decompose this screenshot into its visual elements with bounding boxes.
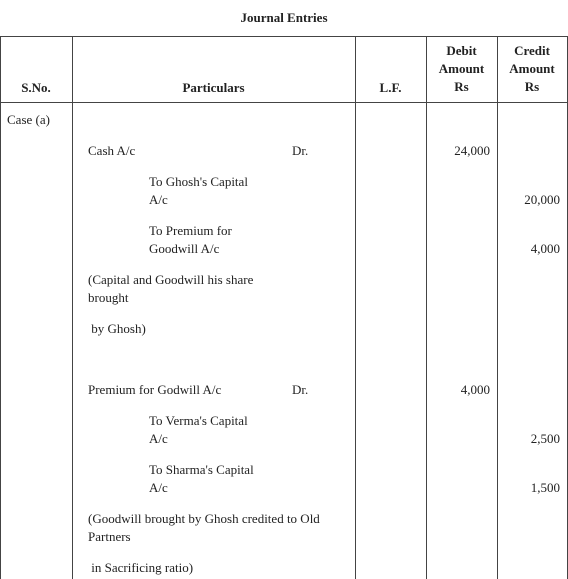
header-credit-line: Rs [524, 79, 540, 94]
entry2-credit1-amount: 2,500 [530, 431, 560, 446]
entry1-dr-label: Dr. [292, 143, 309, 158]
header-credit-line: Amount [509, 61, 555, 76]
entry2-credit2-line: To Sharma's Capital [149, 462, 254, 477]
header-debit-line: Amount [438, 61, 485, 76]
header-credit-line: Credit [514, 43, 550, 58]
header-sno: S.No. [21, 80, 51, 95]
header-credit-amount [497, 42, 567, 96]
entry1-credit1-line: A/c [149, 192, 168, 207]
entry1-debit-amount: 24,000 [454, 143, 490, 158]
entry1-narration-tail: by Ghosh) [88, 321, 146, 336]
header-debit-line: Rs [454, 79, 469, 94]
entry2-dr-label: Dr. [292, 382, 309, 397]
entry1-debit-account: Cash A/c [88, 143, 136, 158]
case-label: Case (a) [7, 112, 50, 127]
entry2-narration-tail: in Sacrificing ratio) [88, 560, 194, 575]
entry1-narration-line: (Capital and Goodwill his share [88, 272, 254, 287]
page-title: Journal Entries [240, 10, 328, 25]
table-border-top [0, 36, 568, 37]
entry1-narration-line: brought [88, 290, 129, 305]
entry2-credit1-line: To Verma's Capital [149, 413, 248, 428]
entry1-credit1-line: To Ghosh's Capital [149, 174, 248, 189]
entry2-debit-account: Premium for Godwill A/c [88, 382, 222, 397]
entry1-credit2-line: Goodwill A/c [149, 241, 220, 256]
column-divider-sno [72, 36, 73, 579]
header-divider [0, 102, 568, 103]
column-divider-lf [426, 36, 427, 579]
entry2-narration-line: (Goodwill brought by Ghosh credited to Old [88, 511, 320, 526]
entry2-credit2-line: A/c [149, 480, 168, 495]
entry1-credit2-amount: 4,000 [530, 241, 560, 256]
entry1-credit2-line: To Premium for [149, 223, 232, 238]
entry2-credit2-amount: 1,500 [530, 480, 560, 495]
column-divider-debit [497, 36, 498, 579]
entry2-narration-line: Partners [88, 529, 131, 544]
entry2-debit-amount: 4,000 [460, 382, 490, 397]
entry2-credit1-line: A/c [149, 431, 168, 446]
header-particulars: Particulars [182, 80, 245, 95]
entry1-credit1-amount: 20,000 [524, 192, 560, 207]
header-debit-amount [426, 42, 497, 96]
column-divider-particulars [355, 36, 356, 579]
header-lf: L.F. [379, 80, 402, 95]
journal-table [0, 36, 568, 579]
table-border-left [0, 36, 1, 579]
header-debit-line: Debit [446, 43, 477, 58]
